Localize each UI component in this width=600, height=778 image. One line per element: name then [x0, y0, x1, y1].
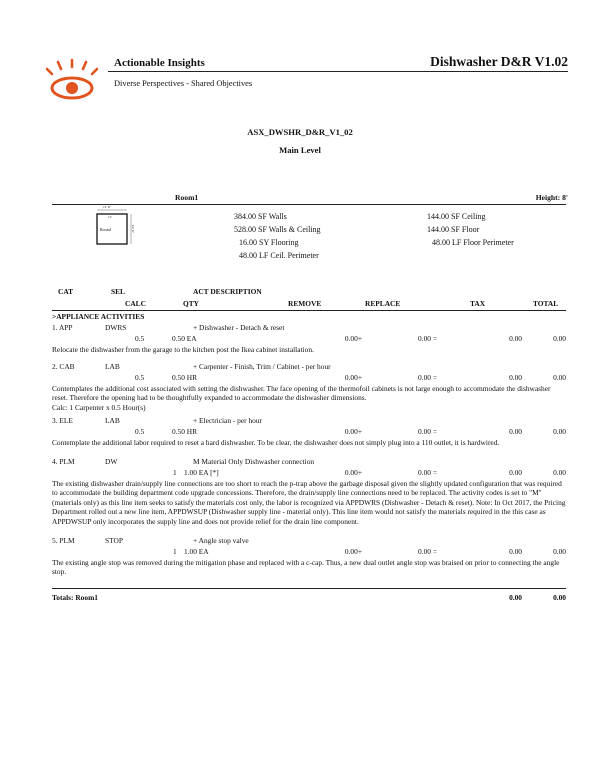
- item-calc: 1: [173, 547, 177, 556]
- measurement: 48.00 LF Ceil. Perimeter: [239, 251, 319, 260]
- item-description: The existing angle stop was removed during the mitigation phase and replaced with a c-cap. Thus, a new dual outlet angle stop was braised on prior to connecting the angle stop.: [52, 558, 560, 577]
- company-name: Actionable Insights: [114, 57, 205, 69]
- measurement: 144.00 SF Ceiling: [427, 212, 486, 221]
- item-tax: 0.00: [509, 373, 522, 382]
- report-level: Main Level: [279, 145, 321, 155]
- item-sel: DWRS: [105, 323, 127, 332]
- item-remove: 0.00+: [344, 373, 362, 382]
- item-qty: 0.50 HR: [172, 427, 198, 436]
- item-tax: 0.00: [509, 547, 522, 556]
- col-act-description: ACT DESCRIPTION: [193, 287, 262, 296]
- sketch-inner-top: 11': [108, 215, 113, 219]
- sketch-room-label: Room1: [100, 227, 112, 232]
- item-qty: 1.00 EA [*]: [184, 468, 219, 477]
- line-item: [52, 416, 566, 447]
- sketch-dim-top: 11' 6": [103, 205, 112, 209]
- item-remove: 0.00+: [344, 547, 362, 556]
- measurement: 16.00 SY Flooring: [239, 238, 299, 247]
- item-total: 0.00: [553, 427, 566, 436]
- document-title: Dishwasher D&R V1.02: [430, 54, 568, 69]
- item-calc: 1: [173, 468, 177, 477]
- item-activity: + Dishwasher - Detach & reset: [193, 323, 285, 332]
- item-remove: 0.00+: [344, 468, 362, 477]
- item-calc: 0.5: [135, 373, 145, 382]
- item-cat: 2. CAB: [52, 362, 75, 371]
- measurement: 48.00 LF Floor Perimeter: [432, 238, 514, 247]
- item-qty: 0.50 HR: [172, 373, 198, 382]
- room-sketch: [80, 205, 138, 253]
- section-heading: >APPLIANCE ACTIVITIES: [52, 312, 145, 321]
- totals-tax: 0.00: [509, 593, 522, 602]
- item-qty: 0.50 EA: [172, 334, 197, 343]
- column-header-rule: [52, 310, 566, 311]
- item-activity: + Carpenter - Finish, Trim / Cabinet - per hour: [193, 362, 331, 371]
- item-activity: + Angle stop valve: [193, 536, 249, 545]
- totals-label: Totals: Room1: [52, 593, 98, 602]
- item-replace: 0.00 =: [418, 373, 437, 382]
- item-cat: 4. PLM: [52, 457, 75, 466]
- room-height: Height: 8': [535, 193, 568, 202]
- company-logo: [42, 58, 102, 104]
- col-qty: QTY: [183, 299, 200, 308]
- item-remove: 0.00+: [344, 334, 362, 343]
- item-replace: 0.00 =: [418, 547, 437, 556]
- item-calc: 0.5: [135, 427, 145, 436]
- item-replace: 0.00 =: [418, 334, 437, 343]
- item-calc-note: Calc: 1 Carpenter x 0.5 Hour(s): [52, 402, 146, 412]
- line-item: [52, 362, 566, 412]
- item-total: 0.00: [553, 468, 566, 477]
- item-total: 0.00: [553, 373, 566, 382]
- item-total: 0.00: [553, 334, 566, 343]
- col-sel: SEL: [111, 287, 125, 296]
- header-rule: [108, 71, 568, 72]
- room-name: Room1: [175, 193, 199, 202]
- item-cat: 1. APP: [52, 323, 73, 332]
- col-total: TOTAL: [533, 299, 559, 308]
- item-description: Relocate the dishwasher from the garage to the kitchen post the Ikea cabinet installation.: [52, 345, 314, 354]
- line-item: [52, 457, 566, 526]
- measurement: 384.00 SF Walls: [234, 212, 287, 221]
- item-sel: LAB: [105, 362, 120, 371]
- company-tagline: Diverse Perspectives - Shared Objectives: [114, 79, 253, 88]
- item-cat: 3. ELE: [52, 416, 73, 425]
- col-remove: REMOVE: [288, 299, 322, 308]
- col-calc: CALC: [125, 299, 146, 308]
- item-description: Contemplates the additional cost associated with setting the dishwasher. The face opening of the thermofoil cabinets is not large enough to accommodate the dishwasher reset. Therefore the opening had to be thoughtfully expanded to accommodate the dishwasher dimensions.: [52, 384, 551, 403]
- item-replace: 0.00 =: [418, 468, 437, 477]
- item-activity: + Electrician - per hour: [193, 416, 263, 425]
- item-sel: STOP: [105, 536, 123, 545]
- measurements-right: [420, 210, 570, 249]
- item-calc: 0.5: [135, 334, 145, 343]
- line-item: [52, 536, 566, 577]
- item-qty: 1.00 EA: [184, 547, 209, 556]
- report-code: ASX_DWSHR_D&R_V1_02: [247, 127, 353, 137]
- item-total: 0.00: [553, 547, 566, 556]
- totals-rule: [52, 588, 566, 589]
- item-tax: 0.00: [509, 468, 522, 477]
- line-item: [52, 323, 566, 354]
- measurement: 528.00 SF Walls & Ceiling: [234, 225, 321, 234]
- sketch-dim-right: 12' 6": [131, 224, 136, 234]
- item-activity: M Material Only Dishwasher connection: [193, 457, 315, 466]
- col-replace: REPLACE: [365, 299, 401, 308]
- item-tax: 0.00: [509, 334, 522, 343]
- item-remove: 0.00+: [344, 427, 362, 436]
- item-description: The existing dishwasher drain/supply line connections are too short to reach the p-trap above the garbage disposal given the slightly updated configuration that was required to accommodate the building department code upgrade concessions. Therefore, the drain/supply line connections need to be replaced. The activity codes is set to "M" (materials only) as this line item seeks to satisfy the materials cost only, the labor is recognized via APPDWRS (Dishwasher - Detach & reset). Note: In Oct 2017, the Pricing Department rolled out a new line item, APPDWSUP (Dishwasher supply line - material only). This line item would not satisfy the materials required in the this case as APPDWSUP only incorporates the supply line and does not provide relief for the drain line component.: [52, 479, 566, 526]
- col-cat: CAT: [58, 287, 74, 296]
- item-sel: DW: [105, 457, 118, 466]
- totals-total: 0.00: [553, 593, 566, 602]
- measurements-left: [205, 210, 355, 262]
- item-sel: LAB: [105, 416, 120, 425]
- col-tax: TAX: [470, 299, 486, 308]
- eye-logo-icon: [42, 58, 102, 104]
- item-replace: 0.00 =: [418, 427, 437, 436]
- item-cat: 5. PLM: [52, 536, 75, 545]
- item-description: Contemplate the additional labor required to reset a hard dishwasher. To be clear, the dishwasher does not simply plug into a 110 outlet, it is hardwired.: [52, 438, 500, 447]
- measurement: 144.00 SF Floor: [427, 225, 480, 234]
- item-tax: 0.00: [509, 427, 522, 436]
